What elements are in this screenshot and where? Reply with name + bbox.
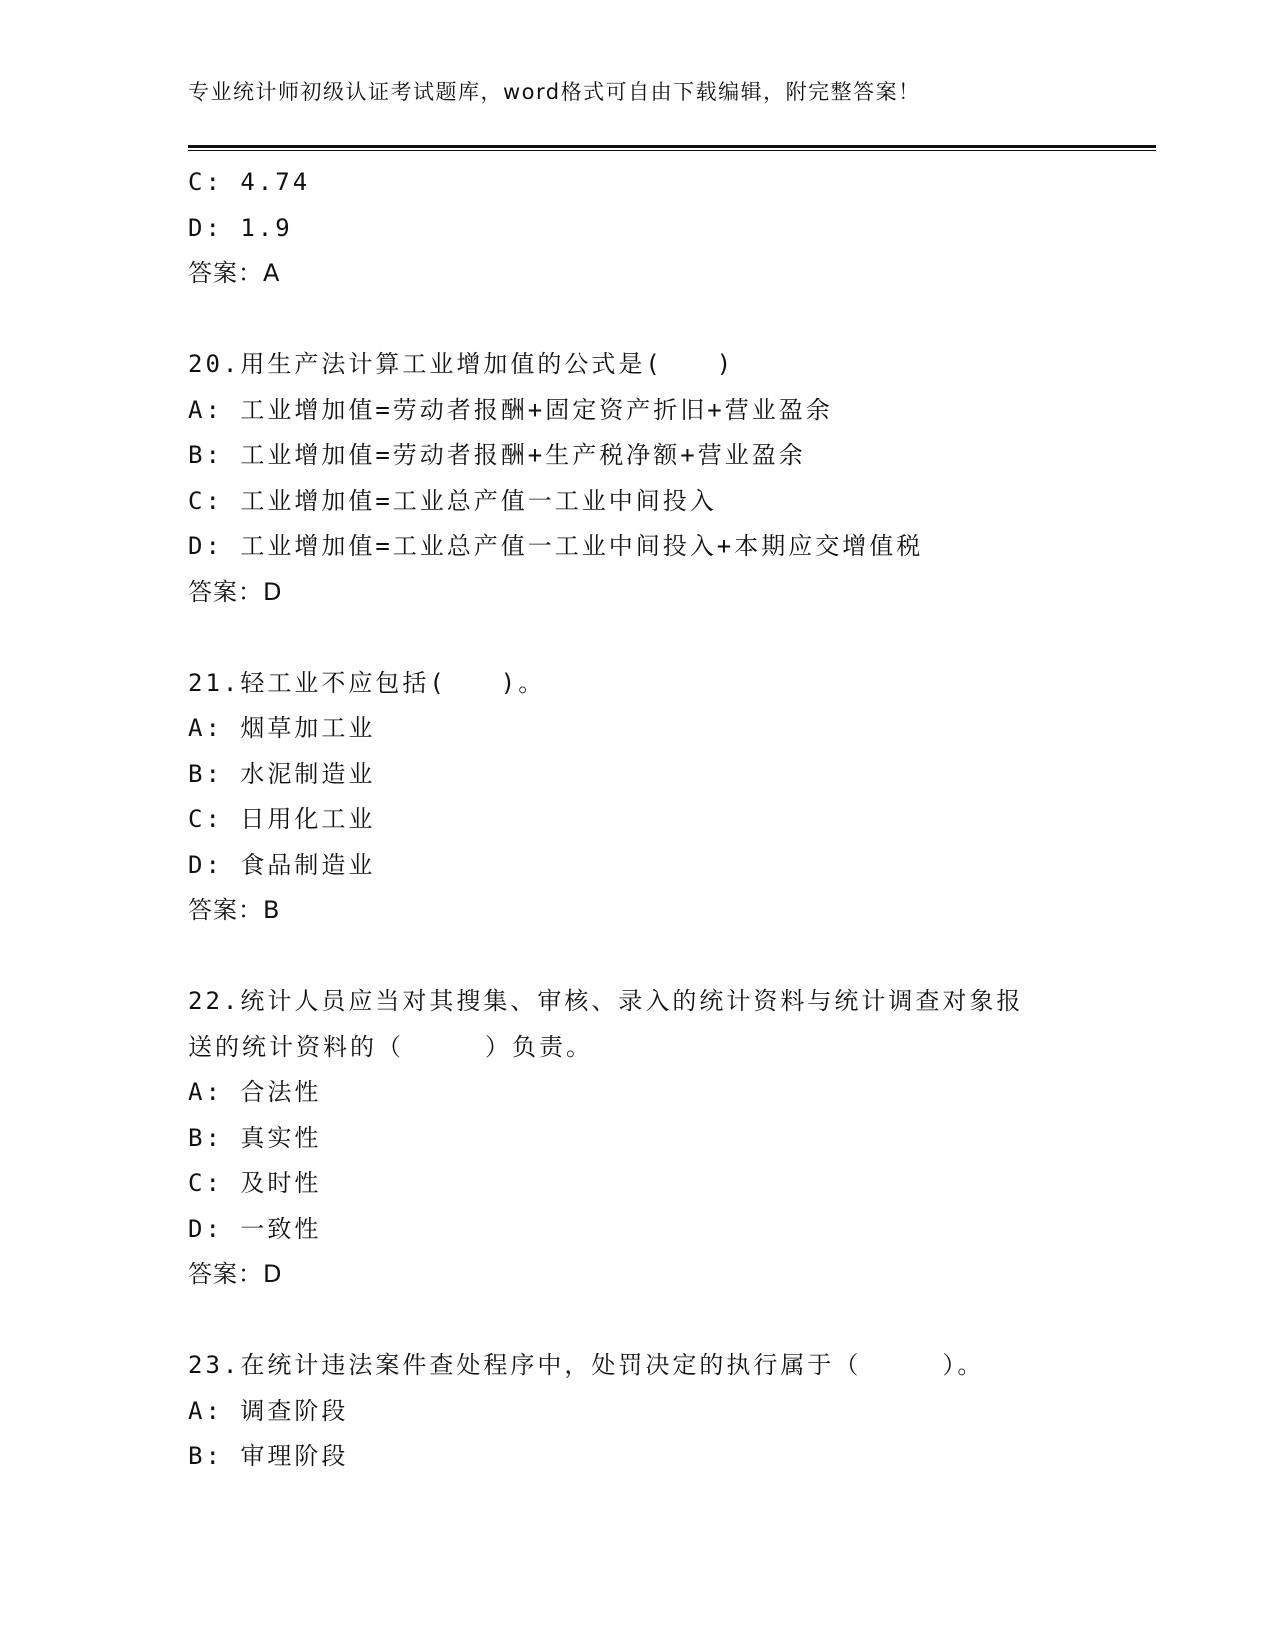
question-content	[188, 160, 1088, 1480]
option-line: B: 审理阶段	[188, 1442, 349, 1470]
answer-line: 答案：D	[188, 1260, 283, 1288]
answer-line: 答案：A	[188, 259, 281, 287]
option-line: D: 食品制造业	[188, 850, 376, 879]
option-line: C: 及时性	[188, 1169, 322, 1197]
option-line: C: 日用化工业	[188, 805, 376, 833]
question-stem-continued: 送的统计资料的（ ）负责。	[188, 1032, 593, 1061]
option-line: D: 1.9	[188, 213, 293, 242]
question-stem: 20.用生产法计算工业增加值的公式是( )	[188, 350, 735, 378]
option-line: D: 工业增加值=工业总产值一工业中间投入+本期应交增值税	[188, 532, 924, 560]
answer-line: 答案：B	[188, 896, 281, 924]
question-stem: 21.轻工业不应包括( )。	[188, 668, 546, 697]
header-rule-thin	[188, 150, 1156, 151]
option-line: A: 烟草加工业	[188, 714, 376, 742]
header-rule-thick	[188, 145, 1156, 148]
option-line: B: 真实性	[188, 1123, 322, 1152]
answer-line: 答案：D	[188, 577, 283, 606]
question-stem: 22.统计人员应当对其搜集、审核、录入的统计资料与统计调查对象报	[188, 987, 1024, 1015]
question-23	[188, 1343, 1088, 1480]
question-21	[188, 661, 1088, 934]
option-line: C: 4.74	[188, 168, 311, 196]
option-line: D: 一致性	[188, 1214, 322, 1243]
option-line: A: 调查阶段	[188, 1396, 349, 1425]
option-line: B: 工业增加值=劳动者报酬+生产税净额+营业盈余	[188, 441, 806, 469]
option-line: C: 工业增加值=工业总产值一工业中间投入	[188, 486, 717, 515]
option-line: B: 水泥制造业	[188, 759, 376, 788]
question-stem: 23.在统计违法案件查处程序中，处罚决定的执行属于（ ）。	[188, 1351, 985, 1379]
option-line: A: 合法性	[188, 1078, 322, 1106]
question-20	[188, 342, 1088, 615]
question-22	[188, 979, 1088, 1298]
page-header: 专业统计师初级认证考试题库，word格式可自由下载编辑，附完整答案！	[188, 80, 921, 104]
option-line: A: 工业增加值=劳动者报酬+固定资产折旧+营业盈余	[188, 395, 833, 424]
